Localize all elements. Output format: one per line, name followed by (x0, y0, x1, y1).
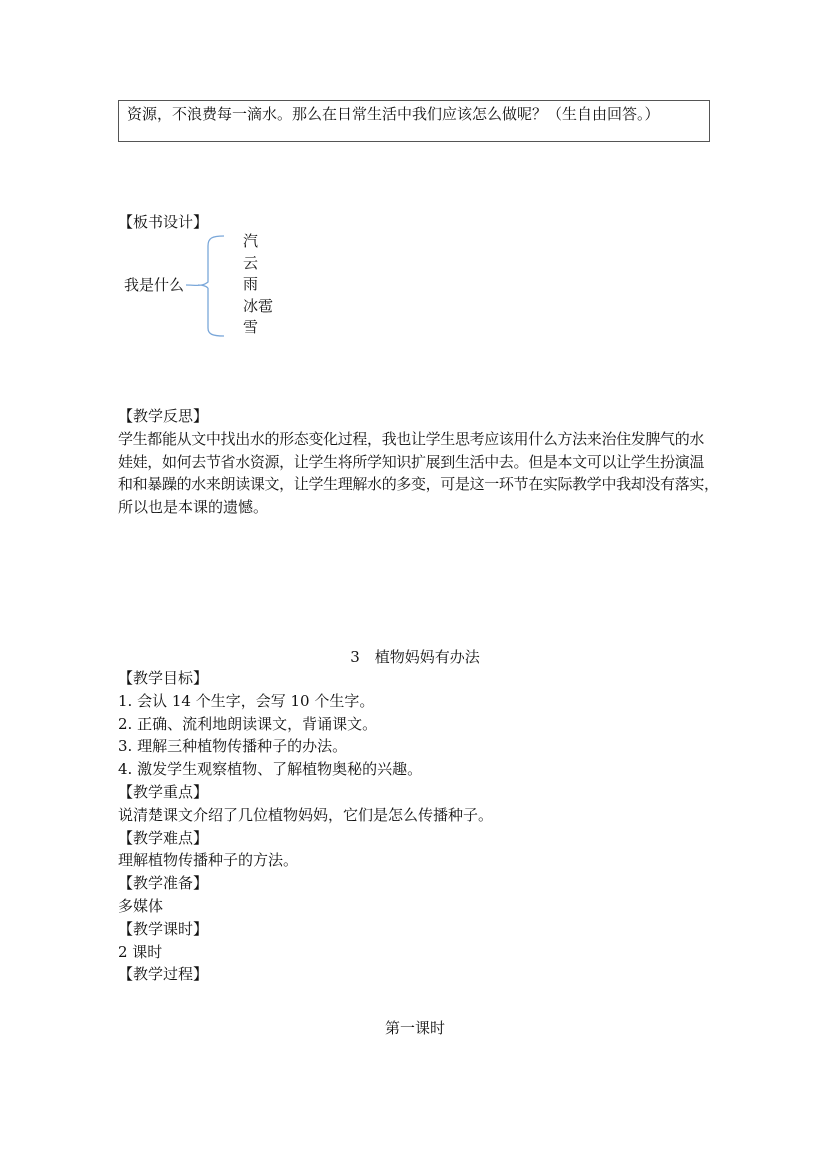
difficulty-text: 理解植物传播种子的方法。 (118, 851, 299, 870)
key-text: 说清楚课文介绍了几位植物妈妈，它们是怎么传播种子。 (118, 805, 494, 824)
reflection-heading: 【教学反思】 (118, 407, 209, 425)
goal-item: 3. 理解三种植物传播种子的办法。 (118, 737, 348, 756)
board-item: 冰雹 (243, 296, 274, 315)
prep-heading: 【教学准备】 (118, 874, 209, 893)
goal-item: 1. 会认 14 个生字，会写 10 个生字。 (118, 691, 375, 710)
board-design-root: 我是什么 (124, 276, 185, 294)
reflection-line: 所以也是本课的遗憾。 (118, 498, 269, 517)
lesson-title: 3 植物妈妈有办法 (350, 648, 480, 666)
board-design-items (243, 231, 273, 339)
board-item: 雨 (243, 275, 259, 293)
goal-item: 4. 激发学生观察植物、了解植物奥秘的兴趣。 (118, 760, 423, 779)
difficulty-heading: 【教学难点】 (118, 828, 209, 847)
board-design-heading: 【板书设计】 (118, 213, 209, 231)
board-item: 云 (243, 253, 259, 272)
reflection-line: 和和暴躁的水来朗读课文，让学生理解水的多变，可是这一环节在实际教学中我却没有落实， (118, 475, 719, 494)
process-heading: 【教学过程】 (118, 965, 209, 984)
hours-heading: 【教学课时】 (118, 919, 209, 938)
board-item: 汽 (243, 232, 259, 250)
text-box (118, 100, 710, 142)
box-text: 资源，不浪费每一滴水。那么在日常生活中我们应该怎么做呢？（生自由回答。） (127, 105, 660, 123)
brace-icon (186, 232, 246, 340)
reflection-line: 娃娃，如何去节省水资源，让学生将所学知识扩展到生活中去。但是本文可以让学生扮演温 (118, 452, 705, 471)
reflection-section (118, 405, 719, 519)
prep-text: 多媒体 (118, 896, 164, 915)
hours-text: 2 课时 (118, 942, 163, 961)
board-item: 雪 (243, 318, 259, 336)
reflection-line: 学生都能从文中找出水的形态变化过程，我也让学生思考应该用什么方法来治住发脾气的水 (118, 429, 705, 448)
goals-heading: 【教学目标】 (118, 669, 209, 687)
lesson-section (118, 667, 493, 986)
first-period-heading: 第一课时 (384, 1019, 445, 1037)
goal-item: 2. 正确、流利地朗读课文，背诵课文。 (118, 714, 378, 733)
key-heading: 【教学重点】 (118, 782, 209, 801)
